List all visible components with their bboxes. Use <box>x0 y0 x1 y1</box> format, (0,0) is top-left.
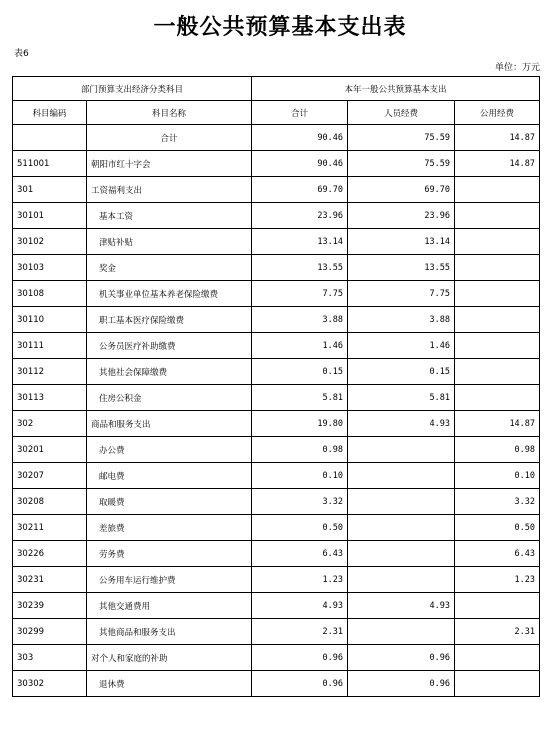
cell-total: 7.75 <box>252 281 348 307</box>
cell-total: 4.93 <box>252 593 348 619</box>
table-row <box>13 437 540 463</box>
table-row <box>13 541 540 567</box>
cell-personnel: 13.14 <box>348 229 455 255</box>
cell-total: 3.88 <box>252 307 348 333</box>
cell-public <box>455 307 540 333</box>
cell-code: 30110 <box>13 307 87 333</box>
cell-total: 13.55 <box>252 255 348 281</box>
cell-public <box>455 593 540 619</box>
cell-code: 30299 <box>13 619 87 645</box>
table-row <box>13 281 540 307</box>
cell-public: 0.50 <box>455 515 540 541</box>
table-row <box>13 619 540 645</box>
cell-name: 工资福利支出 <box>87 177 252 203</box>
cell-total: 6.43 <box>252 541 348 567</box>
cell-personnel: 1.46 <box>348 333 455 359</box>
cell-public <box>455 203 540 229</box>
cell-name: 劳务费 <box>87 541 252 567</box>
cell-name: 商品和服务支出 <box>87 411 252 437</box>
cell-code: 30112 <box>13 359 87 385</box>
cell-code: 30101 <box>13 203 87 229</box>
unit-label: 单位：万元 <box>494 63 540 73</box>
cell-code: 30211 <box>13 515 87 541</box>
header-public: 公用经费 <box>455 101 540 125</box>
cell-public: 14.87 <box>455 411 540 437</box>
cell-public: 6.43 <box>455 541 540 567</box>
cell-personnel: 75.59 <box>348 151 455 177</box>
cell-personnel: 5.81 <box>348 385 455 411</box>
cell-code: 301 <box>13 177 87 203</box>
cell-public: 3.32 <box>455 489 540 515</box>
cell-public: 0.10 <box>455 463 540 489</box>
table-row <box>13 645 540 671</box>
cell-code: 30302 <box>13 671 87 697</box>
cell-name: 公务用车运行维护费 <box>87 567 252 593</box>
cell-code: 30108 <box>13 281 87 307</box>
cell-name: 合计 <box>87 125 252 151</box>
table-row <box>13 151 540 177</box>
cell-personnel <box>348 515 455 541</box>
cell-name: 退休费 <box>87 671 252 697</box>
budget-table <box>12 76 540 697</box>
cell-total: 0.50 <box>252 515 348 541</box>
table-row <box>13 333 540 359</box>
cell-personnel <box>348 489 455 515</box>
cell-public <box>455 671 540 697</box>
cell-total: 0.96 <box>252 671 348 697</box>
cell-name: 朝阳市红十字会 <box>87 151 252 177</box>
table-row <box>13 567 540 593</box>
cell-code: 302 <box>13 411 87 437</box>
table-row <box>13 177 540 203</box>
cell-name: 奖金 <box>87 255 252 281</box>
cell-personnel: 3.88 <box>348 307 455 333</box>
cell-name: 其他社会保障缴费 <box>87 359 252 385</box>
table-row <box>13 489 540 515</box>
table-row <box>13 359 540 385</box>
cell-personnel <box>348 437 455 463</box>
cell-total: 23.96 <box>252 203 348 229</box>
cell-total: 1.46 <box>252 333 348 359</box>
cell-public <box>455 385 540 411</box>
cell-public: 14.87 <box>455 125 540 151</box>
table-row <box>13 255 540 281</box>
cell-personnel: 75.59 <box>348 125 455 151</box>
cell-name: 住房公积金 <box>87 385 252 411</box>
cell-total: 0.10 <box>252 463 348 489</box>
header-group-classification: 部门预算支出经济分类科目 <box>13 77 252 101</box>
cell-public: 2.31 <box>455 619 540 645</box>
cell-public <box>455 177 540 203</box>
cell-total: 69.70 <box>252 177 348 203</box>
header-group-expenditure: 本年一般公共预算基本支出 <box>252 77 540 101</box>
cell-personnel: 23.96 <box>348 203 455 229</box>
header-personnel: 人员经费 <box>348 101 455 125</box>
cell-public: 0.98 <box>455 437 540 463</box>
cell-code: 30201 <box>13 437 87 463</box>
cell-name: 机关事业单位基本养老保险缴费 <box>87 281 252 307</box>
table-row <box>13 593 540 619</box>
cell-code: 30103 <box>13 255 87 281</box>
cell-total: 13.14 <box>252 229 348 255</box>
cell-total: 90.46 <box>252 125 348 151</box>
cell-personnel: 7.75 <box>348 281 455 307</box>
cell-code: 30239 <box>13 593 87 619</box>
cell-personnel: 4.93 <box>348 411 455 437</box>
cell-public <box>455 333 540 359</box>
cell-name: 对个人和家庭的补助 <box>87 645 252 671</box>
cell-name: 其他商品和服务支出 <box>87 619 252 645</box>
cell-name: 取暖费 <box>87 489 252 515</box>
cell-name: 其他交通费用 <box>87 593 252 619</box>
table-row <box>13 385 540 411</box>
cell-total: 2.31 <box>252 619 348 645</box>
cell-public <box>455 255 540 281</box>
table-row <box>13 515 540 541</box>
cell-code: 511001 <box>13 151 87 177</box>
header-code: 科目编码 <box>13 101 87 125</box>
cell-total: 0.96 <box>252 645 348 671</box>
cell-code: 30207 <box>13 463 87 489</box>
cell-personnel <box>348 567 455 593</box>
cell-personnel: 0.15 <box>348 359 455 385</box>
table-row <box>13 229 540 255</box>
cell-name: 邮电费 <box>87 463 252 489</box>
table-row <box>13 203 540 229</box>
cell-public <box>455 645 540 671</box>
cell-total: 90.46 <box>252 151 348 177</box>
table-row <box>13 463 540 489</box>
cell-code: 30113 <box>13 385 87 411</box>
table-row <box>13 307 540 333</box>
cell-personnel <box>348 463 455 489</box>
cell-code: 30231 <box>13 567 87 593</box>
cell-personnel: 0.96 <box>348 645 455 671</box>
page-title: 一般公共预算基本支出表 <box>153 14 407 40</box>
cell-code: 30208 <box>13 489 87 515</box>
cell-name: 职工基本医疗保险缴费 <box>87 307 252 333</box>
cell-name: 差旅费 <box>87 515 252 541</box>
cell-code <box>13 125 87 151</box>
header-name: 科目名称 <box>87 101 252 125</box>
cell-public <box>455 281 540 307</box>
cell-total: 0.15 <box>252 359 348 385</box>
cell-personnel: 4.93 <box>348 593 455 619</box>
cell-code: 303 <box>13 645 87 671</box>
cell-code: 30102 <box>13 229 87 255</box>
cell-name: 基本工资 <box>87 203 252 229</box>
cell-name: 津贴补贴 <box>87 229 252 255</box>
cell-total: 3.32 <box>252 489 348 515</box>
cell-name: 公务员医疗补助缴费 <box>87 333 252 359</box>
cell-total: 0.98 <box>252 437 348 463</box>
cell-total: 19.80 <box>252 411 348 437</box>
cell-personnel: 69.70 <box>348 177 455 203</box>
header-column-row <box>13 101 540 125</box>
cell-code: 30226 <box>13 541 87 567</box>
table-row <box>13 411 540 437</box>
table-body <box>13 125 540 697</box>
cell-code: 30111 <box>13 333 87 359</box>
table-row <box>13 671 540 697</box>
cell-public: 14.87 <box>455 151 540 177</box>
cell-personnel <box>348 619 455 645</box>
cell-name: 办公费 <box>87 437 252 463</box>
header-group-row <box>13 77 540 101</box>
cell-public: 1.23 <box>455 567 540 593</box>
table-row <box>13 125 540 151</box>
cell-total: 1.23 <box>252 567 348 593</box>
cell-personnel: 0.96 <box>348 671 455 697</box>
cell-public <box>455 229 540 255</box>
cell-personnel <box>348 541 455 567</box>
cell-personnel: 13.55 <box>348 255 455 281</box>
table-number: 表6 <box>14 49 29 59</box>
cell-public <box>455 359 540 385</box>
cell-total: 5.81 <box>252 385 348 411</box>
header-total: 合计 <box>252 101 348 125</box>
